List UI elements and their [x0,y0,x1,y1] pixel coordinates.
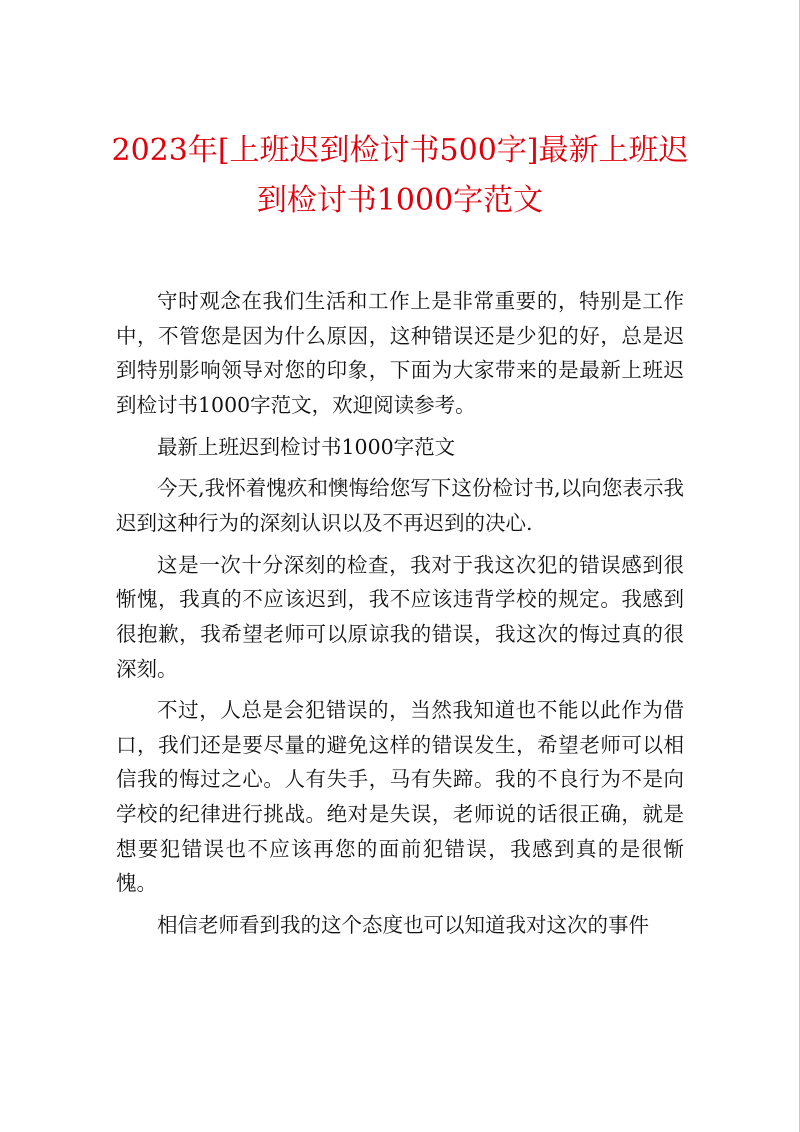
document-body [116,284,684,950]
page-title [100,126,700,226]
paragraph-reflection: 这是一次十分深刻的检查，我对于我这次犯的错误感到很惭愧，我真的不应该迟到，我不应该违背学校的规定。我感到很抱歉，我希望老师可以原谅我的错误，我这次的悔过真的很深刻。 [116,552,684,681]
title-line-2: 到检讨书1000字范文 [256,183,544,218]
paragraph-subheading: 最新上班迟到检讨书1000字范文 [157,434,456,459]
title-line-1: 2023年[上班迟到检讨书500字]最新上班迟 [111,133,689,168]
paragraph-opening: 今天,我怀着愧疚和懊悔给您写下这份检讨书,以向您表示我迟到这种行为的深刻认识以及不再迟到的决心. [116,476,684,535]
paragraph-intro: 守时观念在我们生活和工作上是非常重要的，特别是工作中，不管您是因为什么原因，这种错误还是少犯的好，总是迟到特别影响领导对您的印象，下面为大家带来的是最新上班迟到检讨书1000字范文，欢迎阅读参考。 [116,289,684,417]
paragraph-closing-partial: 相信老师看到我的这个态度也可以知道我对这次的事件 [157,913,649,938]
paragraph-apology: 不过，人总是会犯错误的，当然我知道也不能以此作为借口，我们还是要尽量的避免这样的错误发生，希望老师可以相信我的悔过之心。人有失手，马有失蹄。我的不良行为不是向学校的纪律进行挑战。绝对是失误，老师说的话很正确，就是想要犯错误也不应该再您的面前犯错误，我感到真的是很惭愧。 [116,698,684,896]
